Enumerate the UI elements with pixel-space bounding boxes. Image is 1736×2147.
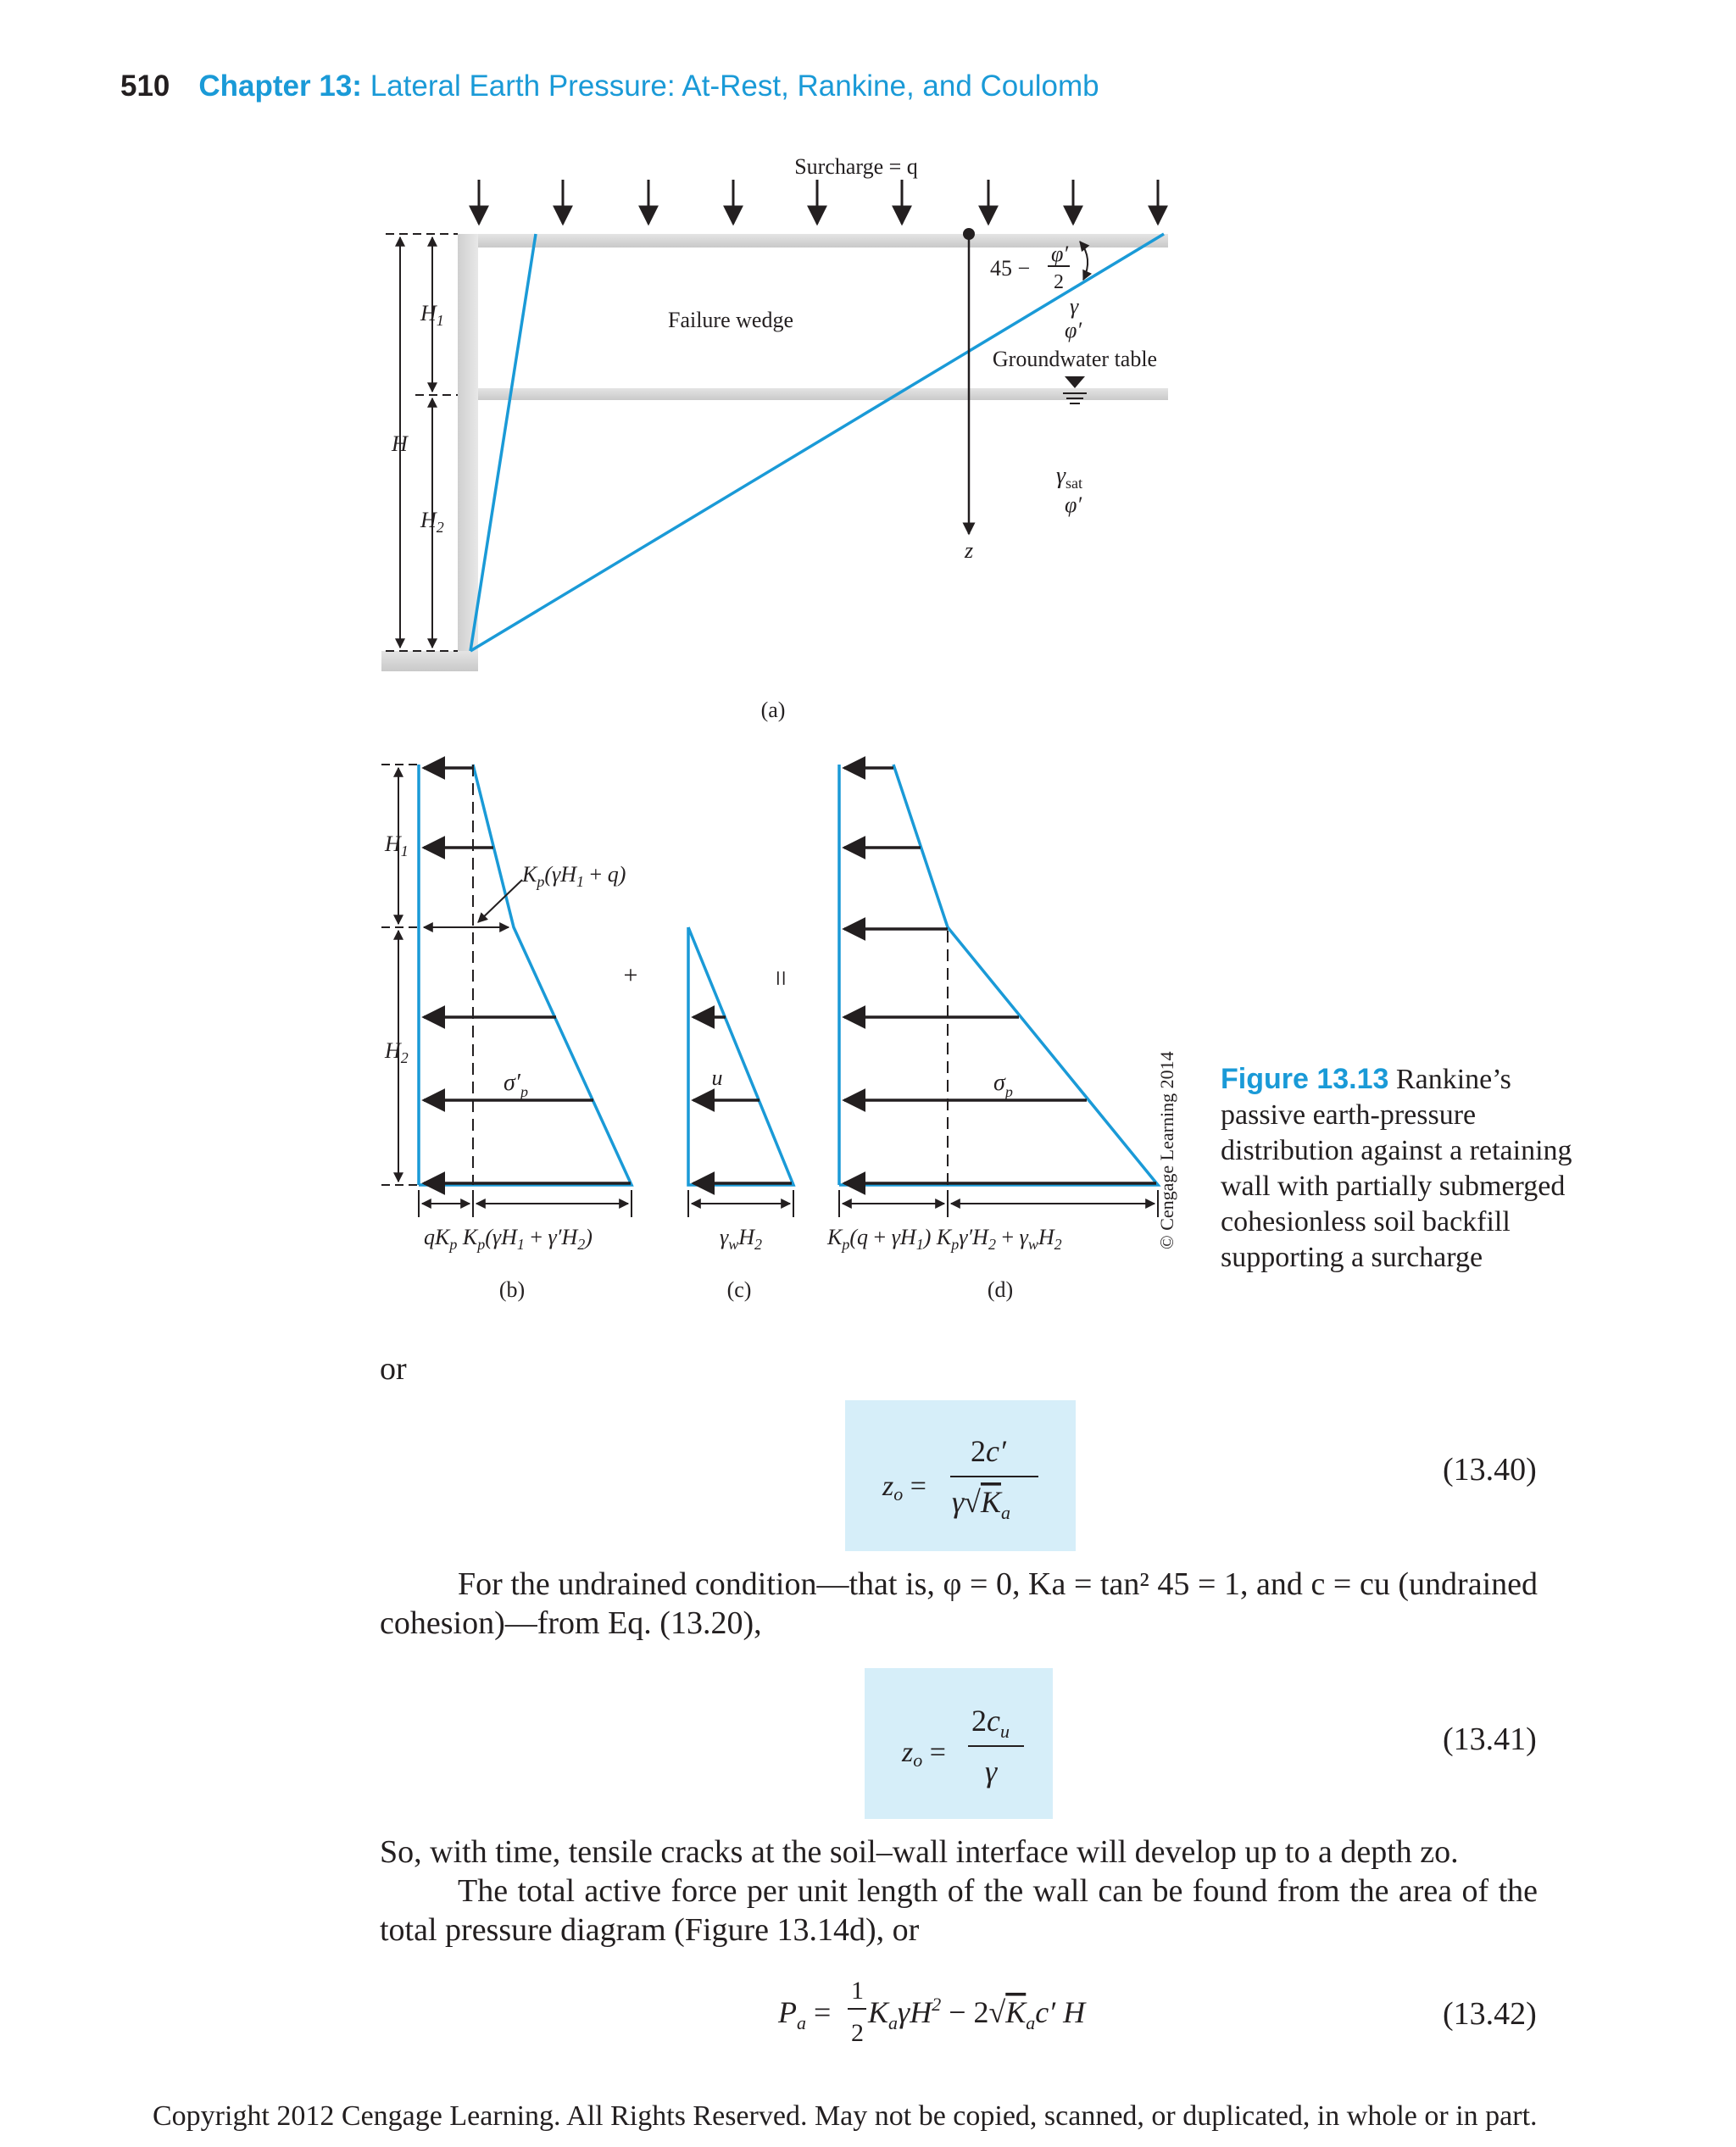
dimension-lines-d — [839, 1190, 1158, 1217]
force-paragraph: The total active force per unit length of the wall can be found from the area of the total pressure diagram (Figure 13.14d), or — [380, 1873, 1538, 1948]
groundwater-label: Groundwater table — [992, 347, 1158, 371]
copyright-footer: Copyright 2012 Cengage Learning. All Rights Reserved. May not be copied, scanned, or duplicated, in whole or in part. — [153, 2100, 1538, 2132]
chapter-label: Chapter 13: — [198, 70, 362, 103]
z-label: z — [964, 538, 974, 563]
or-text: or — [380, 1351, 407, 1387]
svg-text:zo =: zo = — [882, 1471, 926, 1505]
H1-label-b: $H_1$ — [385, 832, 409, 859]
panel-b — [381, 765, 637, 1302]
b-pressure-outline — [419, 765, 632, 1185]
equals-sign: = — [765, 970, 796, 987]
c-pressure-outline — [688, 927, 793, 1185]
gamma-label: γ — [1070, 294, 1079, 319]
d-arrows — [844, 768, 1156, 1183]
H2-label-b: $H_2$ — [385, 1038, 409, 1066]
c-bottom-label: $\gamma_wH_2$ — [719, 1225, 763, 1253]
u-label: u — [711, 1065, 723, 1090]
chapter-title: Lateral Earth Pressure: At-Rest, Rankine, and Coulomb — [370, 70, 1099, 103]
equation-13-40-number: (13.40) — [1443, 1452, 1537, 1488]
wall-footing — [381, 651, 478, 671]
failure-wedge-label: Failure wedge — [667, 308, 794, 332]
panel-a — [381, 154, 1168, 722]
caption-label: Figure 13.13 — [1221, 1063, 1389, 1095]
part-c-label: (c) — [726, 1277, 752, 1302]
equation-13-42-number: (13.42) — [1443, 1996, 1537, 2032]
equation-13-42 — [763, 1961, 1204, 2059]
svg-text:γ√Ka: $\gamma√K_a$ — [952, 1485, 1010, 1523]
b-leader — [478, 880, 522, 922]
equation-13-41-number: (13.41) — [1443, 1721, 1537, 1757]
wedge-line-left — [470, 234, 536, 651]
kp-label: $K_p(\gamma H_1 + q)$ — [522, 862, 626, 890]
angle-phi: φ′ — [1051, 242, 1069, 266]
b-arrows — [424, 768, 631, 1183]
phi-label: φ′ — [1065, 318, 1082, 342]
dimension-lines-c — [688, 1190, 793, 1217]
svg-text:2: 2 — [851, 2019, 864, 2047]
wedge-line-diagonal — [470, 234, 1164, 651]
plus-sign: + — [623, 961, 638, 989]
d-pressure-outline — [839, 765, 1158, 1185]
angle-45: 45 − — [990, 256, 1031, 281]
svg-text:γ: γ — [985, 1755, 998, 1788]
svg-text:1: 1 — [851, 1977, 864, 2005]
H-label: H — [392, 431, 408, 456]
svg-text:KaγH2 − 2√Kac′ H: $K_a\gamma H^2 - 2√K_ac'$ H — [868, 1994, 1086, 2033]
phi2-label: φ′ — [1065, 492, 1082, 517]
equation-13-41-box — [865, 1668, 1053, 1819]
part-d-label: (d) — [987, 1277, 1014, 1302]
svg-text:zo =: zo = — [902, 1737, 946, 1771]
H1-label-a: $H_1$ — [420, 301, 444, 329]
cracks-paragraph: So, with time, tensile cracks at the soil–wall interface will develop up to a depth zo. — [380, 1834, 1459, 1870]
page-number: 510 — [120, 70, 170, 103]
retaining-wall — [458, 234, 478, 651]
panel-d — [826, 765, 1158, 1302]
d-bottom-label: $K_p(q + \gamma H_1) K_p\gamma'H_2 + \gamma_wH_2$ — [827, 1225, 1062, 1253]
sigma-p-label: $\sigma_p$ — [993, 1070, 1013, 1100]
svg-text:2cu: $2c_u$ — [971, 1704, 1010, 1742]
svg-text:Pa =: $P_a$ = — [778, 1995, 832, 2033]
surcharge-arrows — [479, 180, 1158, 224]
svg-text:2c′: 2c′ — [971, 1434, 1006, 1468]
part-a-label: (a) — [760, 698, 786, 722]
sigma-p-prime-label: $\sigma'_p$ — [504, 1070, 528, 1100]
figure-credit: © Cengage Learning 2014 — [1156, 1051, 1177, 1249]
figure-caption — [1221, 1061, 1577, 1276]
b-bottom-label: $qK_p$ $K_p(\gamma H_1 + \gamma'H_2)$ — [424, 1225, 593, 1253]
part-b-label: (b) — [498, 1277, 526, 1302]
panel-c — [688, 927, 796, 1302]
gamma-sat-label: $\gamma_{sat}$ — [1056, 463, 1083, 492]
angle-two: 2 — [1054, 271, 1064, 293]
caption-text: Rankine’s passive earth-pressure distribution against a retaining wall with partially submerged cohesionless soil backfill supporting a surcharge — [1221, 1064, 1572, 1273]
equation-13-40-box — [845, 1400, 1076, 1551]
surcharge-label: Surcharge = q — [794, 154, 918, 179]
H2-label-a: $H_2$ — [420, 508, 444, 536]
c-arrows — [693, 1017, 792, 1183]
undrained-paragraph: For the undrained condition—that is, φ = 0, Ka = tan² 45 = 1, and c = cu (undrained cohesion)—from Eq. (13.20), — [380, 1566, 1538, 1641]
